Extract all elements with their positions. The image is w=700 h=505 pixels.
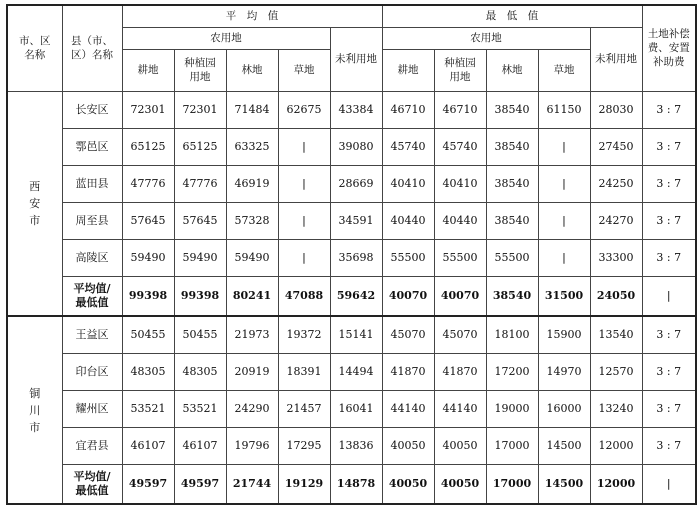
- avg-value-cell: 99398: [122, 276, 174, 316]
- min-value-cell: 41870: [434, 353, 486, 390]
- min-value-cell: 40050: [382, 464, 434, 504]
- min-value-cell: 55500: [382, 239, 434, 276]
- county-name-cell: 鄠邑区: [62, 128, 122, 165]
- table-body: [7, 91, 696, 504]
- header-avg-unused: 未利用地: [330, 27, 382, 91]
- header-min-grass: 草地: [538, 49, 590, 91]
- county-name-cell: 印台区: [62, 353, 122, 390]
- avg-value-cell: 71484: [226, 91, 278, 128]
- min-value-cell: 46710: [434, 91, 486, 128]
- header-compensation: 土地补偿 费、安置 补助费: [642, 5, 696, 91]
- min-value-cell: 13240: [590, 390, 642, 427]
- avg-value-cell: 47776: [122, 165, 174, 202]
- header-minimum: 最 低 值: [382, 5, 642, 27]
- min-value-cell: 44140: [434, 390, 486, 427]
- min-value-cell: 55500: [434, 239, 486, 276]
- ratio-cell: |: [642, 464, 696, 504]
- avg-value-cell: 24290: [226, 390, 278, 427]
- avg-value-cell: 50455: [174, 316, 226, 353]
- avg-value-cell: 20919: [226, 353, 278, 390]
- county-name-cell: 长安区: [62, 91, 122, 128]
- min-value-cell: 38540: [486, 128, 538, 165]
- min-value-cell: 61150: [538, 91, 590, 128]
- header-city: 市、区 名称: [7, 5, 62, 91]
- min-value-cell: 18100: [486, 316, 538, 353]
- ratio-cell: 3 : 7: [642, 353, 696, 390]
- land-compensation-table-wrapper: [6, 4, 697, 505]
- min-value-cell: 45070: [434, 316, 486, 353]
- min-value-cell: 38540: [486, 276, 538, 316]
- avg-value-cell: 21457: [278, 390, 330, 427]
- avg-value-cell: 62675: [278, 91, 330, 128]
- avg-value-cell: 59490: [122, 239, 174, 276]
- min-value-cell: 14500: [538, 464, 590, 504]
- table-row: [7, 427, 696, 464]
- min-value-cell: 14500: [538, 427, 590, 464]
- avg-value-cell: 14878: [330, 464, 382, 504]
- avg-value-cell: |: [278, 165, 330, 202]
- avg-value-cell: 39080: [330, 128, 382, 165]
- min-value-cell: 45740: [434, 128, 486, 165]
- ratio-cell: 3 : 7: [642, 165, 696, 202]
- avg-value-cell: 28669: [330, 165, 382, 202]
- min-value-cell: 40070: [434, 276, 486, 316]
- min-value-cell: 17000: [486, 427, 538, 464]
- avg-value-cell: 21973: [226, 316, 278, 353]
- min-value-cell: 12000: [590, 464, 642, 504]
- min-value-cell: 28030: [590, 91, 642, 128]
- avg-value-cell: 57328: [226, 202, 278, 239]
- min-value-cell: 40440: [434, 202, 486, 239]
- min-value-cell: 38540: [486, 165, 538, 202]
- avg-value-cell: 72301: [122, 91, 174, 128]
- ratio-cell: 3 : 7: [642, 427, 696, 464]
- table-row: [7, 91, 696, 128]
- min-value-cell: 38540: [486, 202, 538, 239]
- table-row: [7, 165, 696, 202]
- avg-value-cell: 48305: [122, 353, 174, 390]
- county-name-cell: 高陵区: [62, 239, 122, 276]
- header-min-forest: 林地: [486, 49, 538, 91]
- min-value-cell: 41870: [382, 353, 434, 390]
- min-value-cell: 24270: [590, 202, 642, 239]
- avg-value-cell: |: [278, 239, 330, 276]
- min-value-cell: 33300: [590, 239, 642, 276]
- summary-row: [7, 276, 696, 316]
- county-name-cell: 周至县: [62, 202, 122, 239]
- county-name-cell: 宜君县: [62, 427, 122, 464]
- table-row: [7, 239, 696, 276]
- avg-value-cell: 48305: [174, 353, 226, 390]
- county-name-cell: 耀州区: [62, 390, 122, 427]
- avg-value-cell: 59490: [174, 239, 226, 276]
- min-value-cell: 27450: [590, 128, 642, 165]
- min-value-cell: 15900: [538, 316, 590, 353]
- avg-value-cell: 57645: [122, 202, 174, 239]
- avg-value-cell: 65125: [174, 128, 226, 165]
- avg-value-cell: 35698: [330, 239, 382, 276]
- avg-value-cell: |: [278, 128, 330, 165]
- summary-label: 平均值/ 最低值: [62, 276, 122, 316]
- header-min-cultivated: 耕地: [382, 49, 434, 91]
- county-name-cell: 王益区: [62, 316, 122, 353]
- table-row: [7, 316, 696, 353]
- avg-value-cell: 49597: [122, 464, 174, 504]
- header-avg-forest: 林地: [226, 49, 278, 91]
- avg-value-cell: 53521: [122, 390, 174, 427]
- ratio-cell: |: [642, 276, 696, 316]
- avg-value-cell: 72301: [174, 91, 226, 128]
- summary-label: 平均值/ 最低值: [62, 464, 122, 504]
- avg-value-cell: 16041: [330, 390, 382, 427]
- header-avg-cultivated: 耕地: [122, 49, 174, 91]
- header-county: 县（市、 区）名称: [62, 5, 122, 91]
- header-average: 平 均 值: [122, 5, 382, 27]
- avg-value-cell: 19372: [278, 316, 330, 353]
- min-value-cell: 17000: [486, 464, 538, 504]
- min-value-cell: 44140: [382, 390, 434, 427]
- ratio-cell: 3 : 7: [642, 128, 696, 165]
- avg-value-cell: 59642: [330, 276, 382, 316]
- avg-value-cell: 46107: [174, 427, 226, 464]
- header-avg-plantation: 种植园 用地: [174, 49, 226, 91]
- avg-value-cell: 46919: [226, 165, 278, 202]
- avg-value-cell: 47776: [174, 165, 226, 202]
- avg-value-cell: 46107: [122, 427, 174, 464]
- min-value-cell: 40410: [382, 165, 434, 202]
- county-name-cell: 蓝田县: [62, 165, 122, 202]
- table-row: [7, 202, 696, 239]
- min-value-cell: 12000: [590, 427, 642, 464]
- avg-value-cell: 14494: [330, 353, 382, 390]
- avg-value-cell: 49597: [174, 464, 226, 504]
- min-value-cell: 40050: [434, 464, 486, 504]
- min-value-cell: 13540: [590, 316, 642, 353]
- header-min-farmland: 农用地: [382, 27, 590, 49]
- avg-value-cell: 47088: [278, 276, 330, 316]
- city-cell: 铜 川 市: [7, 316, 62, 504]
- min-value-cell: 40070: [382, 276, 434, 316]
- table-row: [7, 128, 696, 165]
- min-value-cell: 24050: [590, 276, 642, 316]
- min-value-cell: 40050: [434, 427, 486, 464]
- min-value-cell: 24250: [590, 165, 642, 202]
- ratio-cell: 3 : 7: [642, 202, 696, 239]
- avg-value-cell: 34591: [330, 202, 382, 239]
- min-value-cell: |: [538, 202, 590, 239]
- avg-value-cell: 43384: [330, 91, 382, 128]
- avg-value-cell: 99398: [174, 276, 226, 316]
- min-value-cell: |: [538, 165, 590, 202]
- land-compensation-table: [6, 4, 697, 505]
- avg-value-cell: 19129: [278, 464, 330, 504]
- avg-value-cell: 21744: [226, 464, 278, 504]
- min-value-cell: 16000: [538, 390, 590, 427]
- min-value-cell: 46710: [382, 91, 434, 128]
- avg-value-cell: 18391: [278, 353, 330, 390]
- min-value-cell: 40410: [434, 165, 486, 202]
- table-row: [7, 390, 696, 427]
- avg-value-cell: 53521: [174, 390, 226, 427]
- header-min-plantation: 种植园 用地: [434, 49, 486, 91]
- min-value-cell: 40440: [382, 202, 434, 239]
- min-value-cell: |: [538, 239, 590, 276]
- header-avg-farmland: 农用地: [122, 27, 330, 49]
- ratio-cell: 3 : 7: [642, 91, 696, 128]
- min-value-cell: 12570: [590, 353, 642, 390]
- avg-value-cell: 17295: [278, 427, 330, 464]
- min-value-cell: 55500: [486, 239, 538, 276]
- avg-value-cell: 63325: [226, 128, 278, 165]
- table-row: [7, 353, 696, 390]
- min-value-cell: 31500: [538, 276, 590, 316]
- min-value-cell: |: [538, 128, 590, 165]
- min-value-cell: 17200: [486, 353, 538, 390]
- header-avg-grass: 草地: [278, 49, 330, 91]
- min-value-cell: 38540: [486, 91, 538, 128]
- city-cell: 西 安 市: [7, 91, 62, 316]
- avg-value-cell: 13836: [330, 427, 382, 464]
- min-value-cell: 45740: [382, 128, 434, 165]
- summary-row: [7, 464, 696, 504]
- avg-value-cell: 19796: [226, 427, 278, 464]
- avg-value-cell: 50455: [122, 316, 174, 353]
- min-value-cell: 14970: [538, 353, 590, 390]
- avg-value-cell: 15141: [330, 316, 382, 353]
- min-value-cell: 19000: [486, 390, 538, 427]
- min-value-cell: 45070: [382, 316, 434, 353]
- min-value-cell: 40050: [382, 427, 434, 464]
- avg-value-cell: 80241: [226, 276, 278, 316]
- header-min-unused: 未利用地: [590, 27, 642, 91]
- avg-value-cell: 65125: [122, 128, 174, 165]
- avg-value-cell: |: [278, 202, 330, 239]
- ratio-cell: 3 : 7: [642, 316, 696, 353]
- avg-value-cell: 57645: [174, 202, 226, 239]
- ratio-cell: 3 : 7: [642, 239, 696, 276]
- avg-value-cell: 59490: [226, 239, 278, 276]
- ratio-cell: 3 : 7: [642, 390, 696, 427]
